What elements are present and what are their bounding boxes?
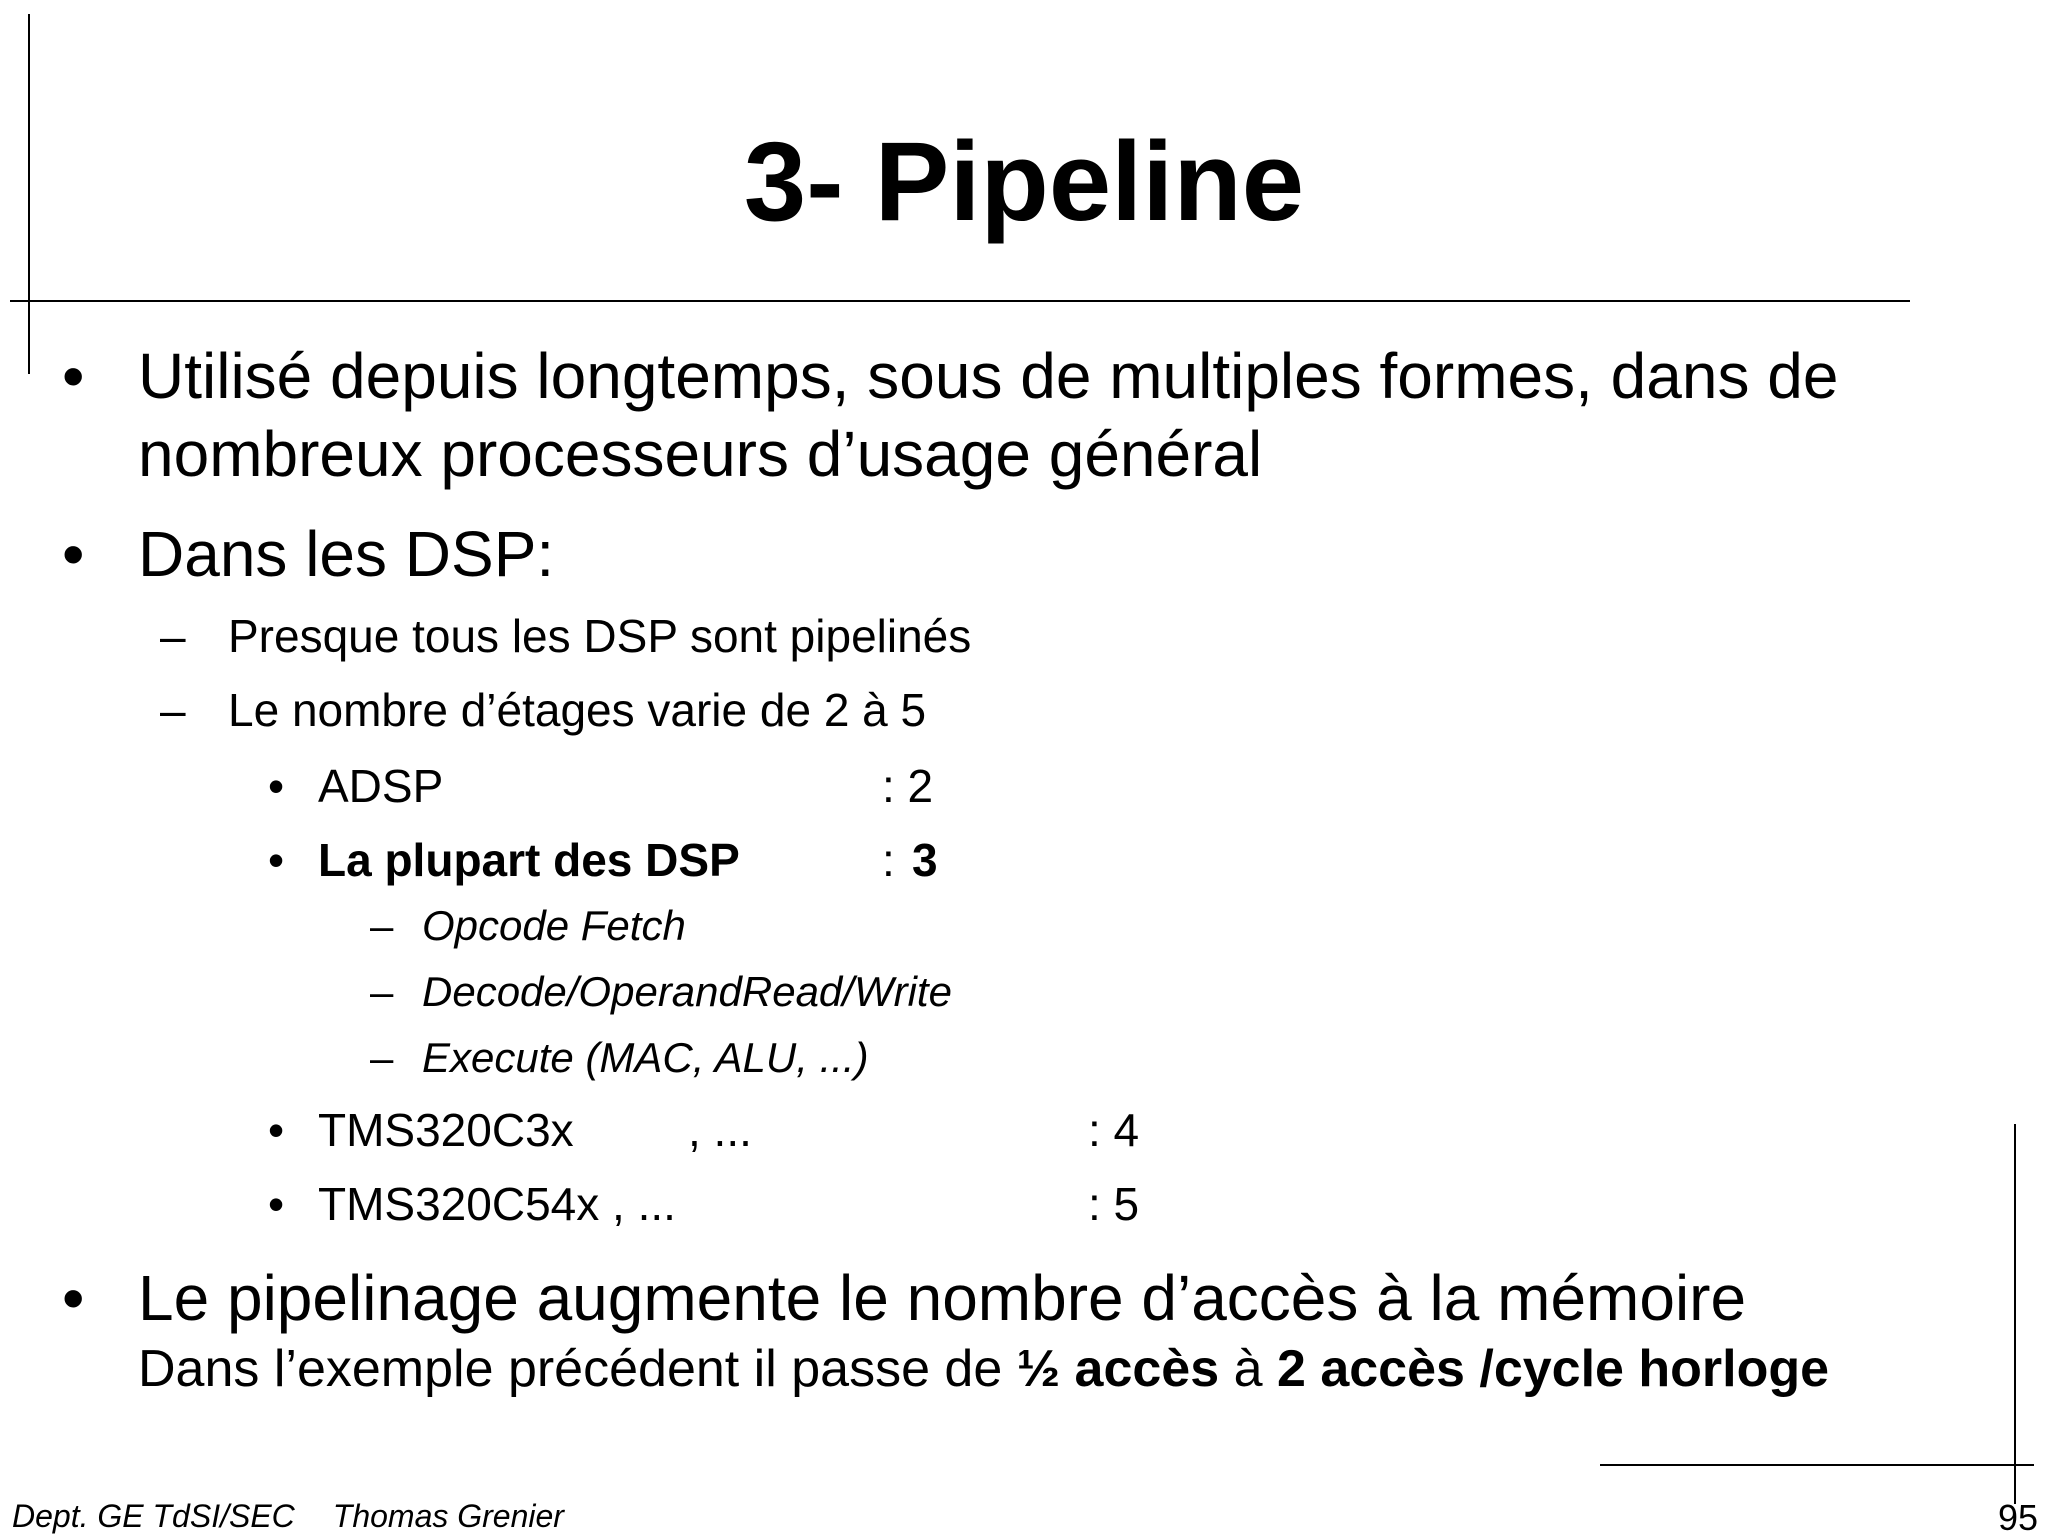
- bullet-1-line-2: nombreux processeurs d’usage général: [138, 418, 1263, 490]
- footer-author: Thomas Grenier: [332, 1498, 564, 1534]
- stage-3: Execute (MAC, ALU, ...): [422, 1034, 869, 1081]
- slide-title: 3- Pipeline: [743, 119, 1305, 244]
- item-tms320c3x-value: : 4: [1088, 1104, 1140, 1156]
- item-adsp-value: : 2: [882, 760, 934, 812]
- dash-symbol: –: [160, 684, 186, 736]
- frame-bottom-horizontal: [1600, 1464, 2034, 1466]
- frame-top-horizontal: [10, 300, 1910, 302]
- bullet-symbol: •: [62, 1262, 85, 1334]
- item-most-dsp-colon: :: [882, 834, 895, 886]
- bullet-symbol: •: [268, 1178, 285, 1230]
- dash-symbol: –: [370, 902, 394, 949]
- dash-symbol: –: [370, 968, 394, 1015]
- item-adsp-name: ADSP: [318, 760, 444, 812]
- note-part-1: Dans l’exemple précédent il passe de: [138, 1340, 1017, 1398]
- note-part-4: 2 accès /cycle horloge: [1276, 1340, 1830, 1398]
- sub-bullet-1: Presque tous les DSP sont pipelinés: [228, 610, 972, 662]
- bullet-2: Dans les DSP:: [138, 518, 555, 590]
- bullet-symbol: •: [268, 760, 285, 812]
- bullet-symbol: •: [268, 1104, 285, 1156]
- item-most-dsp-value: 3: [912, 834, 938, 886]
- footer-dept: Dept. GE TdSI/SEC: [12, 1498, 295, 1534]
- dash-symbol: –: [370, 1034, 394, 1081]
- note-part-2: ½ accès: [1016, 1340, 1220, 1398]
- bullet-symbol: •: [62, 340, 85, 412]
- item-tms320c54x-name: TMS320C54x , ...: [318, 1178, 676, 1230]
- frame-right-vertical: [2014, 1124, 2016, 1504]
- note-part-3: à: [1219, 1340, 1277, 1398]
- item-tms320c54x-value: : 5: [1088, 1178, 1140, 1230]
- stage-1: Opcode Fetch: [422, 902, 686, 949]
- bullet-3-note: [138, 1336, 1829, 1402]
- bullet-symbol: •: [268, 834, 285, 886]
- item-most-dsp-name: La plupart des DSP: [318, 834, 740, 886]
- page-number: 95: [1997, 1497, 2038, 1538]
- item-tms320c3x-name: TMS320C3x: [318, 1104, 574, 1156]
- footer-credits: [12, 1496, 564, 1536]
- item-tms320c3x-extra: , ...: [688, 1104, 752, 1156]
- stage-2: Decode/OperandRead/Write: [422, 968, 952, 1015]
- sub-bullet-2: Le nombre d’étages varie de 2 à 5: [228, 684, 927, 736]
- bullet-symbol: •: [62, 518, 85, 590]
- bullet-1-line-1: Utilisé depuis longtemps, sous de multiples formes, dans de: [138, 340, 1839, 412]
- bullet-3: Le pipelinage augmente le nombre d’accès à la mémoire: [138, 1262, 1747, 1334]
- dash-symbol: –: [160, 610, 186, 662]
